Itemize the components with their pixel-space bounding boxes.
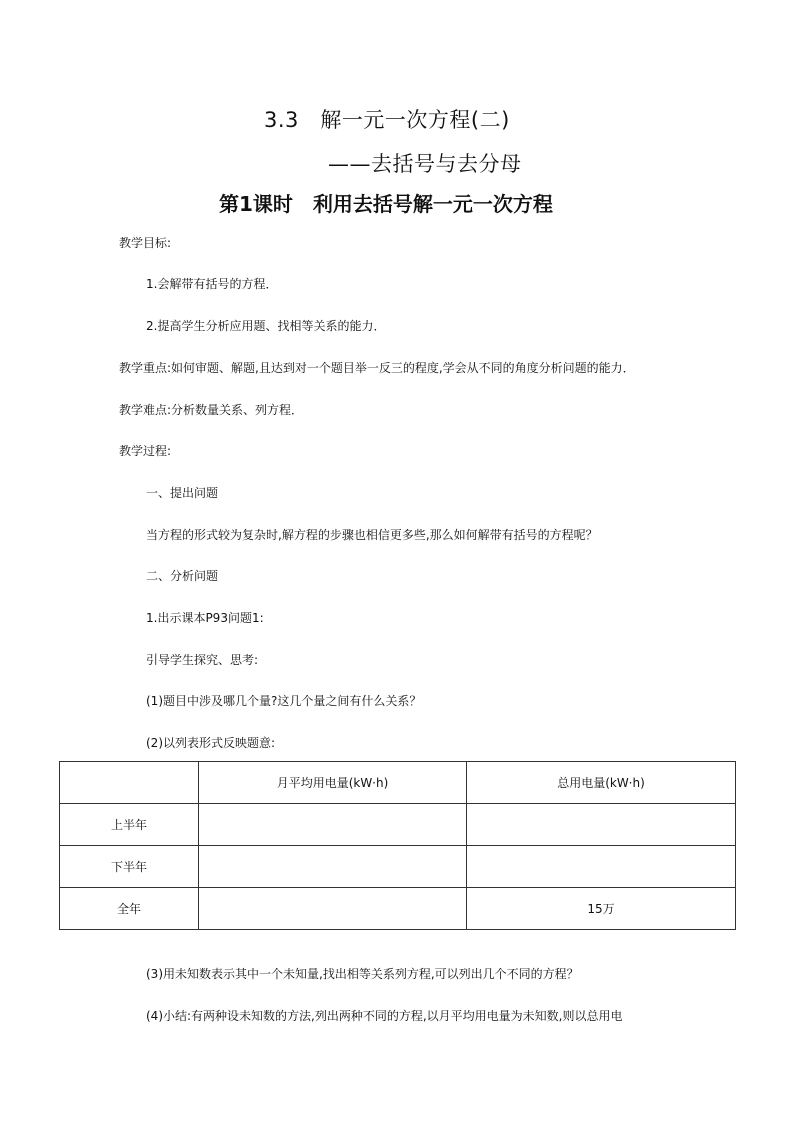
table-cell [467, 804, 736, 846]
teaching-goals-heading: 教学目标: [119, 236, 172, 250]
table-cell: 全年 [60, 888, 199, 930]
goal-item-2: 2.提高学生分析应用题、找相等关系的能力． [146, 319, 386, 333]
section-title: 3.3 解一元一次方程(二) [264, 108, 510, 132]
paragraph: 1.出示课本P93问题1: [146, 611, 264, 625]
section-subtitle: ——去括号与去分母 [328, 152, 522, 176]
paragraph: 当方程的形式较为复杂时,解方程的步骤也相信更多些,那么如何解带有括号的方程呢？ [146, 528, 598, 542]
table-cell [467, 846, 736, 888]
table-cell [199, 888, 467, 930]
table-header-cell: 月平均用电量(kW·h) [199, 762, 467, 804]
table-header-cell [60, 762, 199, 804]
step-heading-1: 一、提出问题 [146, 486, 219, 500]
step-heading-2: 二、分析问题 [146, 569, 219, 583]
paragraph: 引导学生探究、思考: [146, 653, 259, 667]
teaching-process-heading: 教学过程: [119, 444, 172, 458]
electricity-table [59, 761, 736, 930]
question-3: (3)用未知数表示其中一个未知量,找出相等关系列方程,可以列出几个不同的方程？ [146, 967, 579, 981]
lesson-title: 第1课时 利用去括号解一元一次方程 [219, 192, 553, 216]
table-header-cell: 总用电量(kW·h) [467, 762, 736, 804]
table-row [60, 846, 736, 888]
question-1: (1)题目中涉及哪几个量?这几个量之间有什么关系？ [146, 694, 422, 708]
table-cell: 15万 [467, 888, 736, 930]
table-header-row [60, 762, 736, 804]
table-cell: 上半年 [60, 804, 199, 846]
table-row [60, 888, 736, 930]
table-cell [199, 846, 467, 888]
teaching-difficulties: 教学难点:分析数量关系、列方程． [119, 403, 304, 417]
table-row [60, 804, 736, 846]
question-2: (2)以列表形式反映题意: [146, 736, 276, 750]
table-cell [199, 804, 467, 846]
summary-paragraph: (4)小结:有两种设未知数的方法,列出两种不同的方程,以月平均用电量为未知数,则以总用电 [146, 1009, 623, 1023]
goal-item-1: 1.会解带有括号的方程． [146, 277, 278, 291]
teaching-key-points: 教学重点:如何审题、解题,且达到对一个题目举一反三的程度,学会从不同的角度分析问题的能力． [119, 361, 635, 375]
table-cell: 下半年 [60, 846, 199, 888]
